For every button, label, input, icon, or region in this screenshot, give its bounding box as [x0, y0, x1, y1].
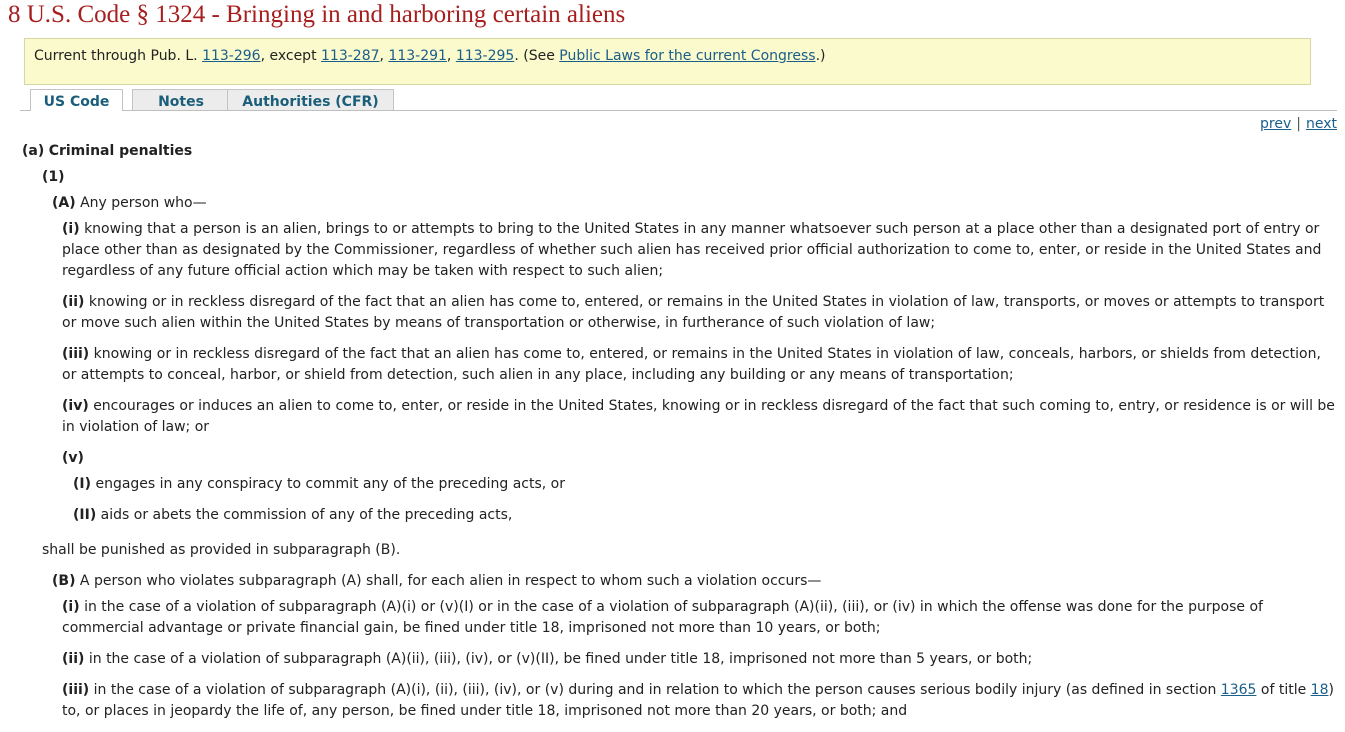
public-law-link-113-295[interactable]: 113-295	[455, 48, 515, 64]
clause-label: (i)	[62, 221, 80, 237]
clause-A-iv	[0, 396, 1345, 438]
notice-separator: ,	[446, 48, 456, 64]
clause-text: ) to, or places in jeopardy the life of, any person, be fined under title 18, imprisoned not more than 20 years, or both; and	[62, 682, 1334, 719]
public-law-link-113-296[interactable]: 113-296	[202, 48, 261, 64]
public-law-link-113-291[interactable]: 113-291	[388, 48, 447, 64]
paragraph-label: (1)	[42, 169, 65, 185]
currency-notice	[24, 38, 1311, 85]
clause-label: (ii)	[62, 294, 85, 310]
clause-B-ii	[0, 649, 1345, 670]
tab-bar	[20, 89, 1337, 111]
tab-notes[interactable]: Notes	[132, 89, 230, 110]
subparagraph-label: (B)	[52, 573, 76, 589]
flush-language	[0, 540, 1345, 561]
title-18-link[interactable]: 18	[1310, 682, 1329, 698]
clause-A-i	[0, 219, 1345, 282]
subsection-label: (a)	[22, 143, 45, 159]
subclause-text: engages in any conspiracy to commit any of the preceding acts, or	[95, 476, 565, 492]
subsection-a-heading	[0, 141, 1345, 162]
public-law-link-113-287[interactable]: 113-287	[321, 48, 380, 64]
clause-text: knowing that a person is an alien, brings to or attempts to bring to the United States in any manner whatsoever such person at a place other than a designated port of entry or place other than as designated by the Commissioner, regardless of whether such alien has received prior official authorization to come to, enter, or reside in the United States and regardless of any future official action which may be taken with respect to such alien;	[62, 221, 1322, 279]
clause-label: (v)	[62, 450, 84, 466]
notice-prefix: Current through Pub. L.	[34, 48, 203, 64]
subclause-v-II	[0, 505, 1345, 526]
clause-B-iii	[0, 680, 1345, 722]
tab-us-code[interactable]: US Code	[30, 89, 123, 111]
clause-label: (iv)	[62, 398, 89, 414]
clause-text: in the case of a violation of subparagraph (A)(ii), (iii), (iv), or (v)(II), be fined under title 18, imprisoned not more than 5 years, or both;	[88, 651, 1033, 667]
subparagraph-label: (A)	[52, 195, 76, 211]
prev-link[interactable]: prev	[1260, 116, 1292, 132]
clause-label: (ii)	[62, 651, 85, 667]
next-link[interactable]: next	[1305, 116, 1337, 132]
subclause-label: (I)	[73, 476, 92, 492]
clause-text: in the case of a violation of subparagraph (A)(i) or (v)(I) or in the case of a violation of subparagraph (A)(ii), (iii), or (iv) in which the offense was done for the purpose of commercial advantage or private financial gain, be fined under title 18, imprisoned not more than 10 years, or both;	[62, 599, 1263, 636]
clause-text: in the case of a violation of subparagraph (A)(i), (ii), (iii), (iv), or (v) during and in relation to which the person causes serious bodily injury (as defined in section	[93, 682, 1221, 698]
subparagraph-B	[0, 571, 1345, 592]
clause-text: knowing or in reckless disregard of the fact that an alien has come to, entered, or remains in the United States in violation of law, conceals, harbors, or shields from detection, or attempts to conceal, harbor, or shield from detection, such alien in any place, including any building or any means of transportation;	[62, 346, 1321, 383]
clause-text: of title	[1256, 682, 1311, 698]
subsection-heading: Criminal penalties	[48, 143, 193, 159]
pager-separator: |	[1296, 116, 1301, 132]
clause-text: knowing or in reckless disregard of the fact that an alien has come to, entered, or remains in the United States in violation of law, transports, or moves or attempts to transport or move such alien within the United States by means of transportation or otherwise, in furtherance of such violation of law;	[62, 294, 1325, 331]
page-title: 8 U.S. Code § 1324 - Bringing in and harboring certain aliens	[8, 1, 626, 28]
statute-text	[0, 141, 1345, 732]
subparagraph-A	[0, 193, 1345, 214]
flush-text: shall be punished as provided in subparagraph (B).	[42, 542, 401, 558]
paragraph-1	[0, 167, 1345, 188]
subparagraph-text: Any person who—	[80, 195, 207, 211]
notice-suffix: .)	[815, 48, 826, 64]
clause-text: encourages or induces an alien to come to, enter, or reside in the United States, knowing or in reckless disregard of the fact that such coming to, entry, or residence is or will be in violation of law; or	[62, 398, 1335, 435]
notice-middle: . (See	[514, 48, 560, 64]
clause-A-iii	[0, 344, 1345, 386]
pager	[1260, 115, 1337, 133]
clause-label: (iii)	[62, 682, 90, 698]
clause-label: (i)	[62, 599, 80, 615]
public-laws-current-congress-link[interactable]: Public Laws for the current Congress	[559, 48, 816, 64]
clause-B-i	[0, 597, 1345, 639]
subclause-text: aids or abets the commission of any of the preceding acts,	[100, 507, 513, 523]
subparagraph-text: A person who violates subparagraph (A) shall, for each alien in respect to whom such a violation occurs—	[79, 573, 822, 589]
tab-authorities-cfr[interactable]: Authorities (CFR)	[227, 89, 394, 110]
clause-A-v	[0, 448, 1345, 469]
subclause-label: (II)	[73, 507, 97, 523]
notice-separator: ,	[379, 48, 389, 64]
section-1365-link[interactable]: 1365	[1220, 682, 1257, 698]
clause-A-ii	[0, 292, 1345, 334]
subclause-v-I	[0, 474, 1345, 495]
notice-middle: , except	[260, 48, 322, 64]
clause-label: (iii)	[62, 346, 90, 362]
